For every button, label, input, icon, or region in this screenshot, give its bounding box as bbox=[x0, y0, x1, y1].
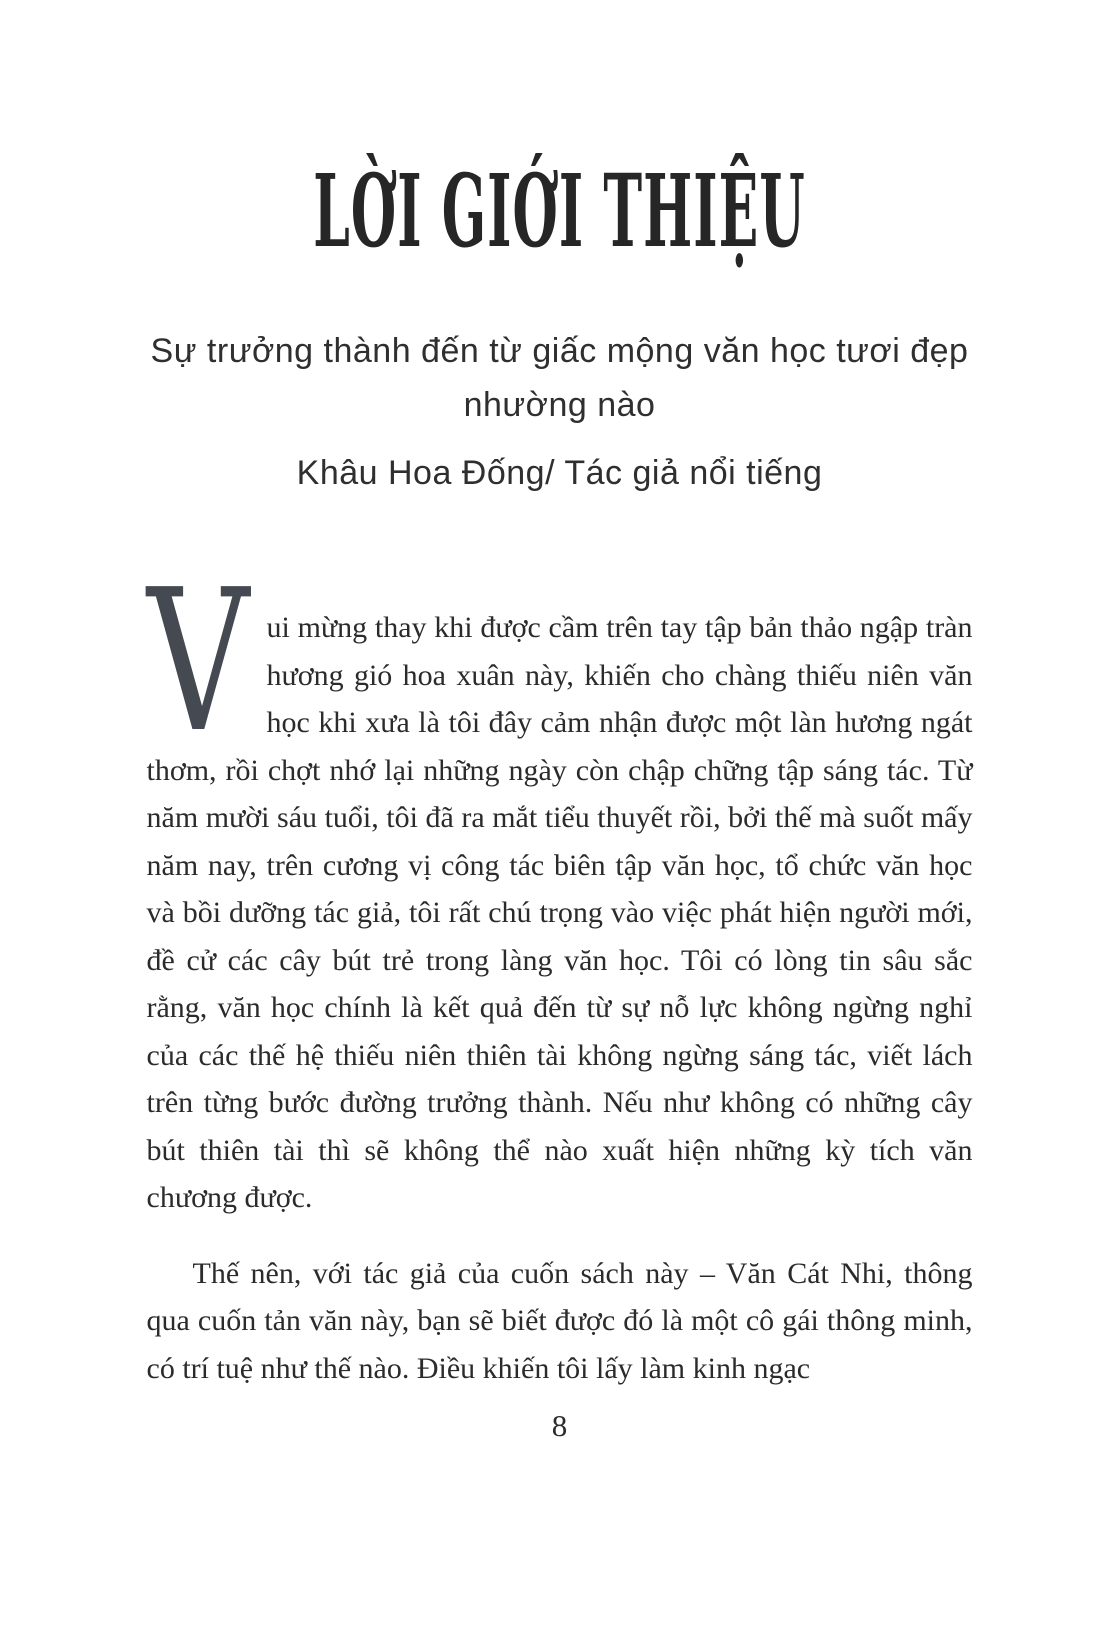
subtitle-line-2: nhường nào bbox=[463, 386, 656, 424]
intro-paragraph-2 bbox=[147, 1250, 973, 1393]
drop-cap-letter: V bbox=[146, 548, 249, 776]
paragraph-1-text: ui mừng thay khi được cầm trên tay tập bản thảo ngập tràn hương gió hoa xuân này, khiến cho chàng thiếu niên văn học khi xưa là tôi đây cảm nhận được một làn hương ngát thơm, rồi chợt nhớ lại những ngày còn chập chững tập sáng tác. Từ năm mười sáu tuổi, tôi đã ra mắt tiểu thuyết rồi, bởi thế mà suốt mấy năm nay, trên cương vị công tác biên tập văn học, tổ chức văn học và bồi dưỡng tác giả, tôi rất chú trọng vào việc phát hiện người mới, đề cử các cây bút trẻ trong làng văn học. Tôi có lòng tin sâu sắc rằng, văn học chính là kết quả đến từ sự nỗ lực không ngừng nghỉ của các thế hệ thiếu niên thiên tài không ngừng sáng tác, viết lách trên từng bước đường trưởng thành. Nếu như không có những cây bút thiên tài thì sẽ không thể nào xuất hiện những kỳ tích văn chương được. bbox=[146, 611, 973, 1214]
author-attribution: Khâu Hoa Đống/ Tác giả nổi tiếng bbox=[296, 454, 823, 492]
intro-paragraph-1 bbox=[146, 548, 973, 1222]
subtitle bbox=[0, 324, 1119, 432]
subtitle-line-1: Sự trưởng thành đến từ giấc mộng văn học tươi đẹp bbox=[150, 332, 969, 370]
paragraph-2-text: Thế nên, với tác giả của cuốn sách này – Văn Cát Nhi, thông qua cuốn tản văn này, bạn sẽ biết được đó là một cô gái thông minh, có trí tuệ như thế nào. Điều khiến tôi lấy làm kinh ngạc bbox=[146, 1256, 973, 1385]
page-number: 8 bbox=[551, 1408, 568, 1443]
body-content bbox=[146, 548, 973, 1392]
page-title: LỜI GIỚI THIỆU bbox=[313, 152, 806, 270]
